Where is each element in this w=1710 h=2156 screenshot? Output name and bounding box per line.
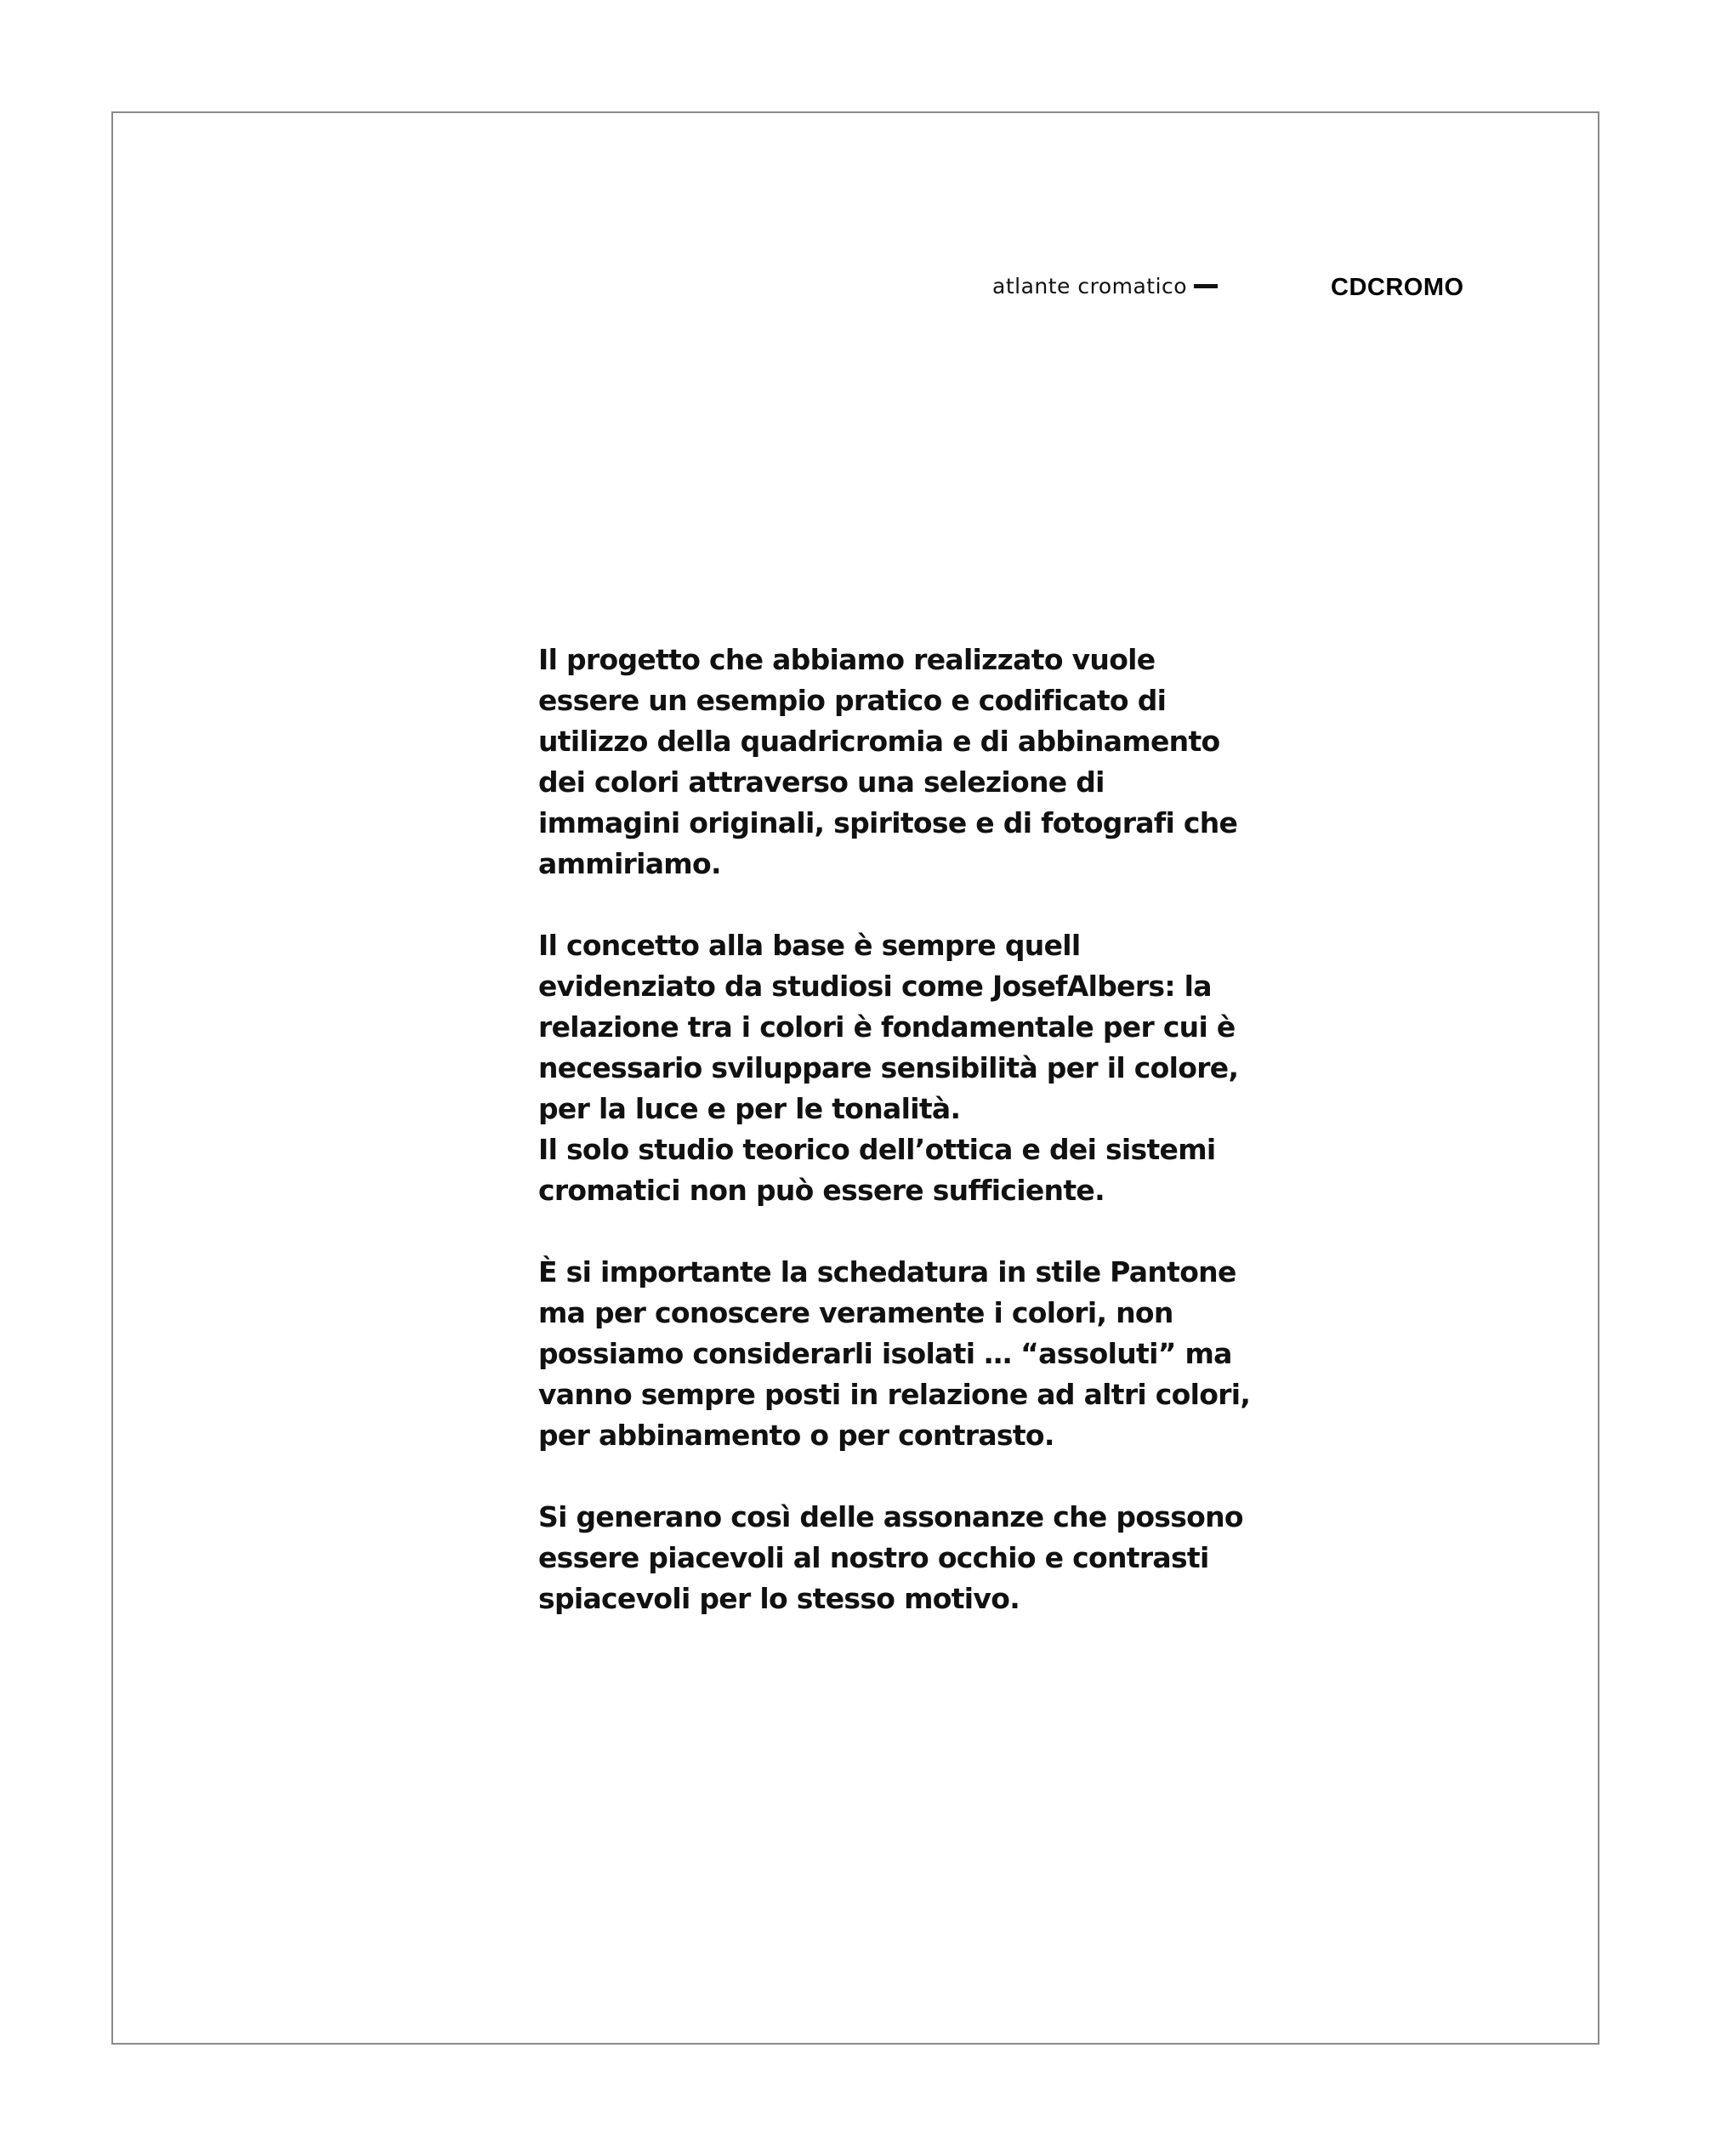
text-line: Il progetto che abbiamo realizzato vuole — [538, 643, 1156, 676]
text-line: È si importante la schedatura in stile Pantone — [538, 1255, 1236, 1288]
text-line: cromatici non può essere sufficiente. — [538, 1174, 1105, 1207]
text-line: Si generano così delle assonanze che possono — [538, 1500, 1243, 1533]
text-line: possiamo considerarli isolati … “assoluti” ma — [538, 1337, 1232, 1370]
paragraph-4 — [538, 1497, 1244, 1619]
text-line: necessario sviluppare sensibilità per il colore, — [538, 1051, 1239, 1084]
body-text — [538, 640, 1251, 1619]
text-line: essere un esempio pratico e codificato di — [538, 684, 1167, 717]
text-line: dei colori attraverso una selezione di — [538, 765, 1105, 799]
text-line: ammiriamo. — [538, 847, 721, 880]
text-line: ma per conoscere veramente i colori, non — [538, 1296, 1173, 1329]
text-line: immagini originali, spiritose e di fotografi che — [538, 806, 1238, 839]
paragraph-3 — [538, 1252, 1251, 1456]
header-brand: CDCROMO — [1331, 274, 1464, 301]
text-line: essere piacevoli al nostro occhio e contrasti — [538, 1541, 1209, 1574]
paragraph-1 — [538, 640, 1244, 885]
text-line: Il solo studio teorico dell’ottica e dei sistemi — [538, 1133, 1216, 1166]
text-line: relazione tra i colori è fondamentale per cui è — [538, 1010, 1236, 1044]
dash-separator — [1194, 284, 1218, 288]
paragraph-2 — [538, 925, 1244, 1211]
header-subtitle-text: atlante cromatico — [992, 274, 1188, 299]
text-line: per la luce e per le tonalità. — [538, 1092, 961, 1125]
text-line: Il concetto alla base è sempre quell — [538, 929, 1081, 962]
text-line: utilizzo della quadricromia e di abbinamento — [538, 725, 1220, 758]
text-line: per abbinamento o per contrasto. — [538, 1419, 1054, 1452]
text-line: vanno sempre posti in relazione ad altri colori, — [538, 1378, 1251, 1411]
text-line: evidenziato da studiosi come JosefAlbers: la — [538, 970, 1212, 1003]
header-subtitle — [992, 274, 1218, 299]
text-line: spiacevoli per lo stesso motivo. — [538, 1582, 1020, 1615]
